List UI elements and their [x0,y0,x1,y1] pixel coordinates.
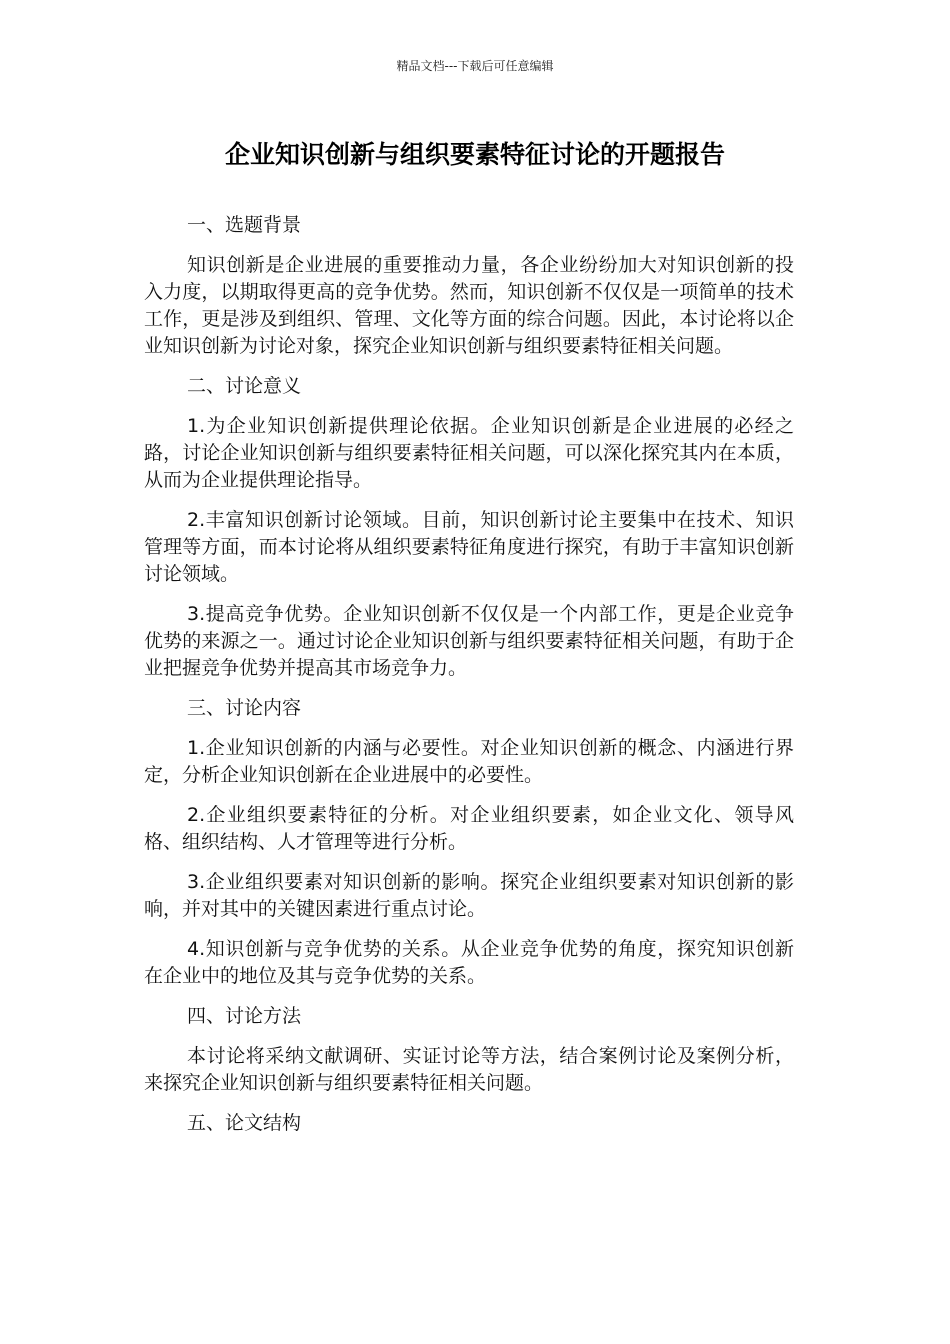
paragraph-method: 本讨论将采纳文献调研、实证讨论等方法，结合案例讨论及案例分析，来探究企业知识创新与组织要素特征相关问题。 [144,1045,794,1094]
paragraph-content-1: 1.企业知识创新的内涵与必要性。对企业知识创新的概念、内涵进行界定，分析企业知识创新在企业进展中的必要性。 [144,737,794,786]
document-title: 企业知识创新与组织要素特征讨论的开题报告 [224,140,725,169]
paragraph-content-2: 2.企业组织要素特征的分析。对企业组织要素，如企业文化、领导风格、组织结构、人才管理等进行分析。 [144,804,794,853]
paragraph-significance-1: 1.为企业知识创新提供理论依据。企业知识创新是企业进展的必经之路，讨论企业知识创新与组织要素特征相关问题，可以深化探究其内在本质，从而为企业提供理论指导。 [144,415,794,491]
document-body [144,212,794,1150]
section-heading-significance: 二、讨论意义 [187,375,302,397]
paragraph-content-4: 4.知识创新与竞争优势的关系。从企业竞争优势的角度，探究知识创新在企业中的地位及其与竞争优势的关系。 [144,938,794,987]
section-heading-content: 三、讨论内容 [187,697,302,719]
section-heading-background: 一、选题背景 [187,214,302,236]
paragraph-content-3: 3.企业组织要素对知识创新的影响。探究企业组织要素对知识创新的影响，并对其中的关键因素进行重点讨论。 [144,871,794,920]
paragraph-significance-3: 3.提高竞争优势。企业知识创新不仅仅是一个内部工作，更是企业竞争优势的来源之一。通过讨论企业知识创新与组织要素特征相关问题，有助于企业把握竞争优势并提高其市场竞争力。 [144,603,794,679]
header-note: 精品文档---下载后可任意编辑 [396,59,554,73]
paragraph-significance-2: 2.丰富知识创新讨论领域。目前，知识创新讨论主要集中在技术、知识管理等方面，而本讨论将从组织要素特征角度进行探究，有助于丰富知识创新讨论领域。 [144,509,794,585]
paragraph-background: 知识创新是企业进展的重要推动力量，各企业纷纷加大对知识创新的投入力度，以期取得更高的竞争优势。然而，知识创新不仅仅是一项简单的技术工作，更是涉及到组织、管理、文化等方面的综合问题。因此，本讨论将以企业知识创新为讨论对象，探究企业知识创新与组织要素特征相关问题。 [144,254,794,357]
section-heading-method: 四、讨论方法 [187,1005,302,1027]
section-heading-structure: 五、论文结构 [187,1112,302,1134]
